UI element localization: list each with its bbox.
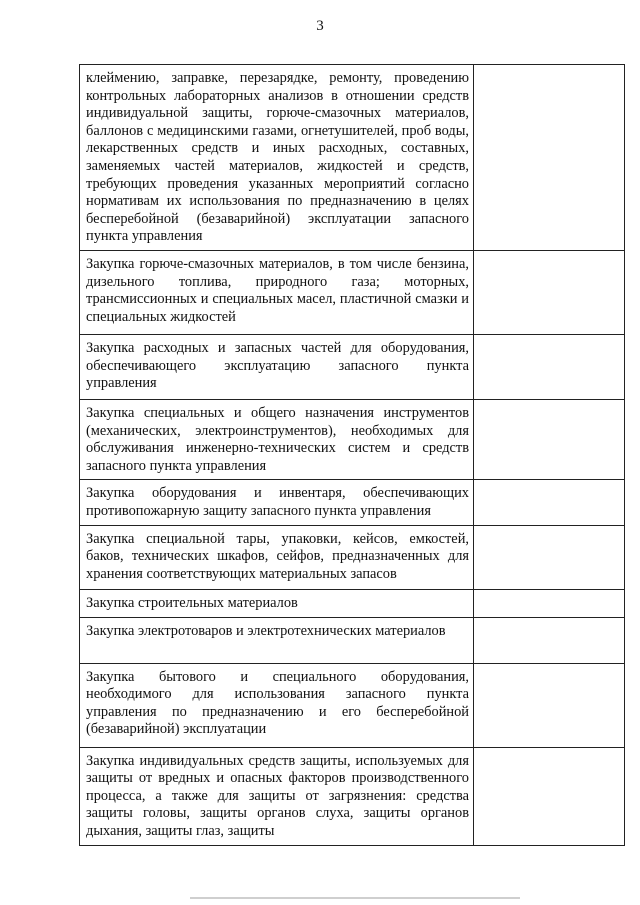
row-description: Закупка строительных материалов — [80, 589, 474, 617]
table-row — [80, 65, 625, 251]
row-description: Закупка горюче-смазочных материалов, в том числе бензина, дизельного топлива, природного газа; моторных, трансмиссионных и специальных масел, пластичной смазки и специальных жидкостей — [80, 251, 474, 335]
row-value-cell — [474, 335, 625, 400]
row-description: Закупка бытового и специального оборудования, необходимого для использования запасного пункта управления по предназначению и его бесперебойной (безаварийной) эксплуатации — [80, 663, 474, 747]
row-value-cell — [474, 65, 625, 251]
table-row — [80, 617, 625, 663]
table-row — [80, 663, 625, 747]
row-description: Закупка электротоваров и электротехнических материалов — [80, 617, 474, 663]
scan-edge-line — [190, 897, 520, 899]
row-value-cell — [474, 251, 625, 335]
expense-table — [79, 64, 625, 846]
row-value-cell — [474, 589, 625, 617]
table-row — [80, 400, 625, 480]
row-value-cell — [474, 617, 625, 663]
row-description: Закупка расходных и запасных частей для оборудования, обеспечивающего эксплуатацию запасного пункта управления — [80, 335, 474, 400]
row-value-cell — [474, 480, 625, 525]
table-row — [80, 335, 625, 400]
row-description: клеймению, заправке, перезарядке, ремонту, проведению контрольных лабораторных анализов в отношении средств индивидуальной защиты, горюче-смазочных материалов, баллонов с медицинскими газами, огнетушителей, проб воды, лекарственных средств и иных расходных, составных, заменяемых частей материалов, жидкостей и средств, требующих проведения указанных мероприятий согласно нормативам их использования по предназначению в целях бесперебойной (безаварийной) эксплуатации запасного пункта управления — [80, 65, 474, 251]
table-row — [80, 251, 625, 335]
table-row — [80, 525, 625, 589]
table-row — [80, 589, 625, 617]
row-description: Закупка оборудования и инвентаря, обеспечивающих противопожарную защиту запасного пункта управления — [80, 480, 474, 525]
row-value-cell — [474, 400, 625, 480]
table-row — [80, 480, 625, 525]
row-description: Закупка специальной тары, упаковки, кейсов, емкостей, баков, технических шкафов, сейфов, предназначенных для хранения соответствующих материальных запасов — [80, 525, 474, 589]
table-row — [80, 747, 625, 845]
row-value-cell — [474, 663, 625, 747]
row-value-cell — [474, 525, 625, 589]
row-value-cell — [474, 747, 625, 845]
page-number: 3 — [316, 18, 324, 34]
row-description: Закупка специальных и общего назначения инструментов (механических, электроинструментов), необходимых для обслуживания инженерно-технических систем и средств запасного пункта управления — [80, 400, 474, 480]
row-description: Закупка индивидуальных средств защиты, используемых для защиты от вредных и опасных факторов производственного процесса, а также для защиты от загрязнения: средства защиты головы, защиты органов слуха, защиты органов дыхания, защиты глаз, защиты — [80, 747, 474, 845]
